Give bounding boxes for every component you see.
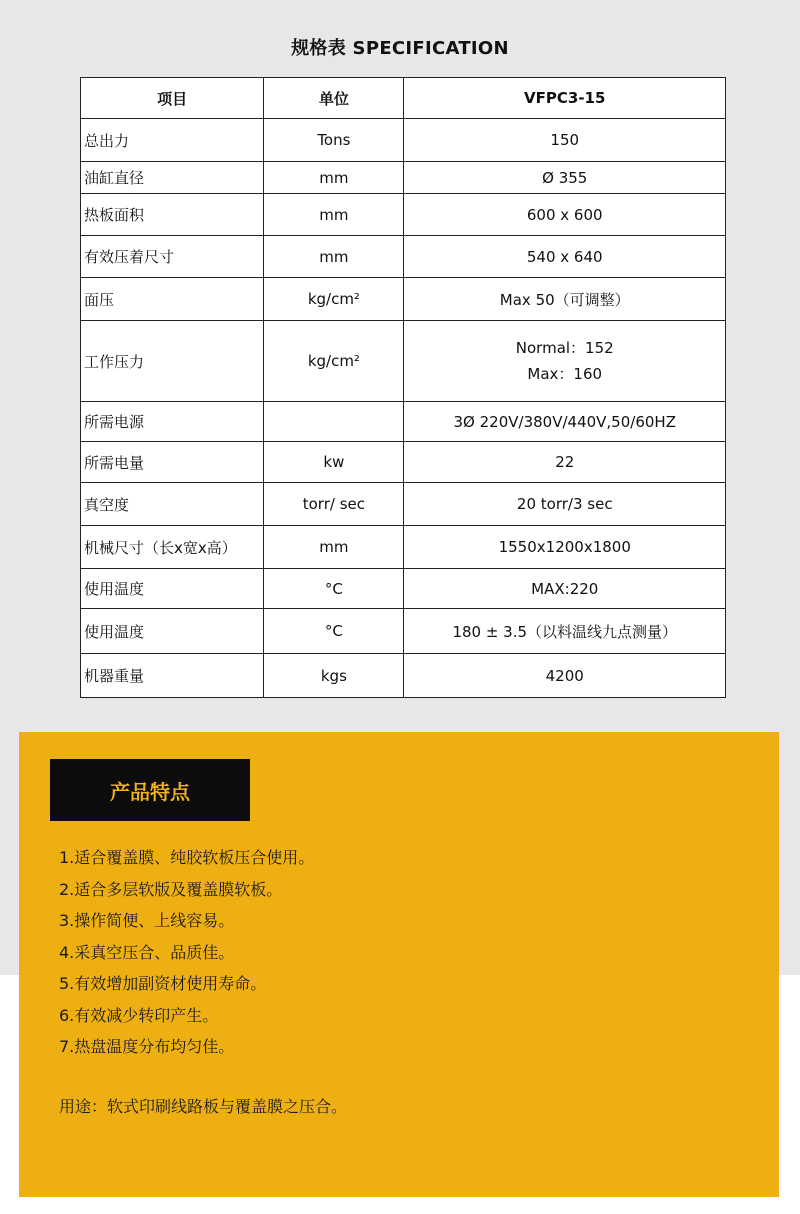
row-item: 有效压着尺寸 (81, 236, 264, 278)
row-value: 540 x 640 (404, 236, 726, 278)
table-row (81, 402, 726, 442)
row-value-line: Normal：152 (515, 339, 614, 357)
row-unit: mm (264, 194, 404, 236)
table-row (81, 442, 726, 483)
table-row (81, 569, 726, 609)
row-unit: mm (264, 162, 404, 194)
row-value: 22 (404, 442, 726, 483)
row-unit: kgs (264, 654, 404, 698)
row-value (404, 321, 726, 402)
row-item: 工作压力 (81, 321, 264, 402)
row-unit: kg/cm² (264, 278, 404, 321)
table-header-row (81, 78, 726, 119)
row-value: 4200 (404, 654, 726, 698)
list-item: 3.操作简便、上线容易。 (59, 911, 235, 930)
list-item: 4.采真空压合、品质佳。 (59, 942, 235, 962)
header-unit: 单位 (264, 78, 404, 119)
row-unit: mm (264, 236, 404, 278)
row-value: 1550x1200x1800 (404, 526, 726, 569)
features-list (59, 842, 314, 1063)
row-item: 面压 (81, 278, 264, 321)
table-row (81, 278, 726, 321)
row-item: 热板面积 (81, 194, 264, 236)
table-row (81, 526, 726, 569)
features-panel (19, 732, 779, 1197)
row-item: 油缸直径 (81, 162, 264, 194)
row-unit: torr/ sec (264, 483, 404, 526)
row-item: 使用温度 (81, 609, 264, 654)
row-value: 20 torr/3 sec (404, 483, 726, 526)
row-item: 总出力 (81, 119, 264, 162)
row-item: 机器重量 (81, 654, 264, 698)
row-item: 机械尺寸（长x宽x高） (81, 526, 264, 569)
list-item: 6.有效减少转印产生。 (59, 1005, 219, 1025)
row-value: Max 50（可调整） (404, 278, 726, 321)
table-row (81, 119, 726, 162)
row-unit: kw (264, 442, 404, 483)
row-unit: °C (264, 609, 404, 654)
row-item: 所需电源 (81, 402, 264, 442)
table-row (81, 483, 726, 526)
spec-title: 规格表 SPECIFICATION (291, 38, 509, 59)
table-row (81, 654, 726, 698)
list-item: 7.热盘温度分布均匀佳。 (59, 1037, 235, 1056)
row-unit: mm (264, 526, 404, 569)
features-title: 产品特点 (50, 759, 250, 821)
usage-text: 用途：软式印刷线路板与覆盖膜之压合。 (59, 1097, 348, 1116)
table-row (81, 236, 726, 278)
table-row (81, 321, 726, 402)
header-model: VFPC3-15 (404, 78, 726, 119)
row-unit: kg/cm² (264, 321, 404, 402)
row-item: 所需电量 (81, 442, 264, 483)
header-item: 项目 (81, 78, 264, 119)
row-item: 使用温度 (81, 569, 264, 609)
list-item: 1.适合覆盖膜、纯胶软板压合使用。 (59, 848, 315, 867)
row-unit: °C (264, 569, 404, 609)
table-row (81, 162, 726, 194)
row-value: 600 x 600 (404, 194, 726, 236)
row-value-line: Max：160 (527, 365, 603, 383)
list-item: 2.适合多层软版及覆盖膜软板。 (59, 879, 283, 899)
table-row (81, 194, 726, 236)
row-item: 真空度 (81, 483, 264, 526)
row-value: 180 ± 3.5（以料温线九点测量） (404, 609, 726, 654)
spec-table (80, 77, 726, 698)
row-unit: Tons (264, 119, 404, 162)
row-value: Ø 355 (404, 162, 726, 194)
row-unit (264, 402, 404, 442)
row-value: 150 (404, 119, 726, 162)
list-item: 5.有效增加副资材使用寿命。 (59, 974, 267, 993)
row-value: MAX:220 (404, 569, 726, 609)
row-value: 3Ø 220V/380V/440V,50/60HZ (404, 402, 726, 442)
table-row (81, 609, 726, 654)
